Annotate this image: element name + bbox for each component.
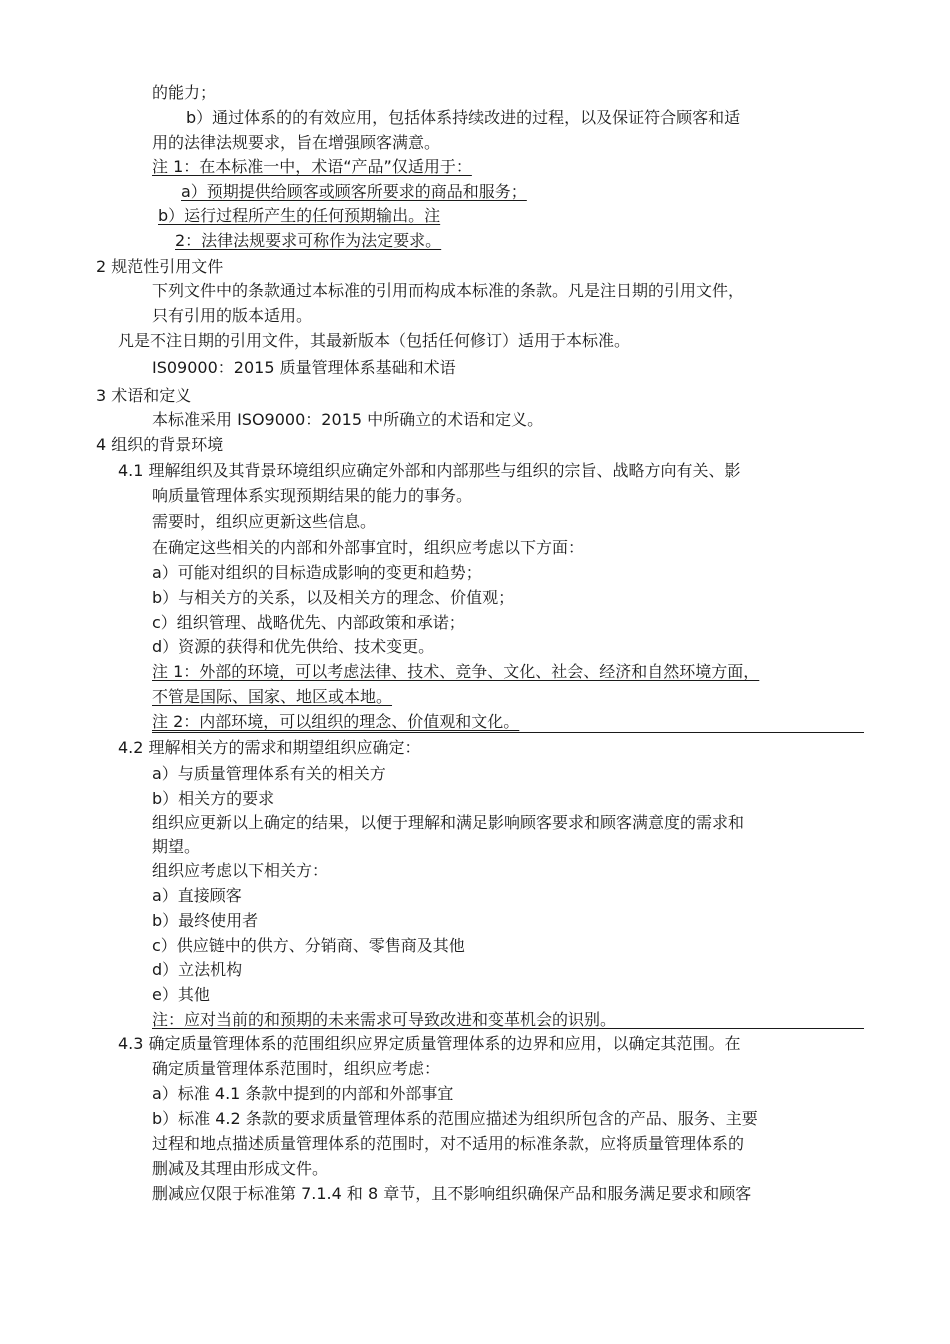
section-heading: 2 规范性引用文件 [96, 257, 224, 276]
text-line: IS09000：2015 质量管理体系基础和术语 [152, 358, 456, 377]
text-line: b）通过体系的的有效应用，包括体系持续改进的过程，以及保证符合顾客和适 [186, 108, 741, 127]
text-line: 的能力； [152, 83, 217, 102]
text-line: 删减及其理由形成文件。 [152, 1159, 329, 1178]
text-line: 确定质量管理体系范围时，组织应考虑： [152, 1059, 441, 1078]
list-item: a）直接顾客 [152, 886, 242, 905]
section-heading: 4 组织的背景环境 [96, 435, 224, 454]
list-item: c）组织管理、战略优先、内部政策和承诺； [152, 613, 465, 632]
note-line: 不管是国际、国家、地区或本地。 [152, 687, 393, 706]
text-line: 在确定这些相关的内部和外部事宜时，组织应考虑以下方面： [152, 538, 585, 557]
text-line: 过程和地点描述质量管理体系的范围时，对不适用的标准条款，应将质量管理体系的 [152, 1134, 745, 1153]
list-item: a）可能对组织的目标造成影响的变更和趋势； [152, 563, 482, 582]
note-line: 注 1：外部的环境，可以考虑法律、技术、竞争、文化、社会、经济和自然环境方面， [152, 662, 760, 681]
list-item: c）供应链中的供方、分销商、零售商及其他 [152, 936, 465, 955]
subsection-heading: 4.1 理解组织及其背景环境组织应确定外部和内部那些与组织的宗旨、战略方向有关、影 [118, 461, 741, 480]
text-line: 下列文件中的条款通过本标准的引用而构成本标准的条款。凡是注日期的引用文件， [152, 281, 745, 300]
subsection-heading: 4.3 确定质量管理体系的范围组织应界定质量管理体系的边界和应用，以确定其范围。在 [118, 1034, 741, 1053]
note-line: 2：法律法规要求可称作为法定要求。 [175, 231, 442, 250]
section-heading: 3 术语和定义 [96, 386, 192, 405]
text-line: 响质量管理体系实现预期结果的能力的事务。 [152, 486, 473, 505]
note-line: 注：应对当前的和预期的未来需求可导致改进和变革机会的识别。 [152, 1010, 617, 1029]
list-item: a）与质量管理体系有关的相关方 [152, 764, 386, 783]
text-line: 组织应更新以上确定的结果，以便于理解和满足影响顾客要求和顾客满意度的需求和 [152, 813, 745, 832]
list-item: b）最终使用者 [152, 911, 259, 930]
text-line: 需要时，组织应更新这些信息。 [152, 512, 377, 531]
text-line: 组织应考虑以下相关方： [152, 861, 329, 880]
note-line: 注 2：内部环境，可以组织的理念、价值观和文化。 [152, 712, 520, 731]
subsection-heading: 4.2 理解相关方的需求和期望组织应确定： [118, 738, 421, 757]
list-item: a）标准 4.1 条款中提到的内部和外部事宜 [152, 1084, 454, 1103]
list-item: b）与相关方的关系，以及相关方的理念、价值观； [152, 588, 515, 607]
list-item: e）其他 [152, 985, 210, 1004]
list-item: b）相关方的要求 [152, 789, 275, 808]
note-rule [152, 1028, 864, 1029]
text-line: 用的法律法规要求，旨在增强顾客满意。 [152, 133, 441, 152]
note-rule [152, 732, 864, 733]
list-item: b）标准 4.2 条款的要求质量管理体系的范围应描述为组织所包含的产品、服务、主要 [152, 1109, 758, 1128]
list-item: d）立法机构 [152, 960, 243, 979]
text-line: 删减应仅限于标准第 7.1.4 和 8 章节，且不影响组织确保产品和服务满足要求和顾客 [152, 1184, 752, 1203]
list-item: d）资源的获得和优先供给、技术变更。 [152, 637, 435, 656]
text-line: 本标准采用 ISO9000：2015 中所确立的术语和定义。 [152, 410, 544, 429]
note-line: a）预期提供给顾客或顾客所要求的商品和服务； [181, 182, 527, 201]
text-line: 期望。 [152, 837, 201, 856]
text-line: 凡是不注日期的引用文件，其最新版本（包括任何修订）适用于本标准。 [118, 331, 631, 350]
note-line: 注 1：在本标准一中，术语“产品”仅适用于： [152, 157, 472, 176]
text-line: 只有引用的版本适用。 [152, 306, 313, 325]
note-line: b）运行过程所产生的任何预期输出。注 [158, 206, 441, 225]
